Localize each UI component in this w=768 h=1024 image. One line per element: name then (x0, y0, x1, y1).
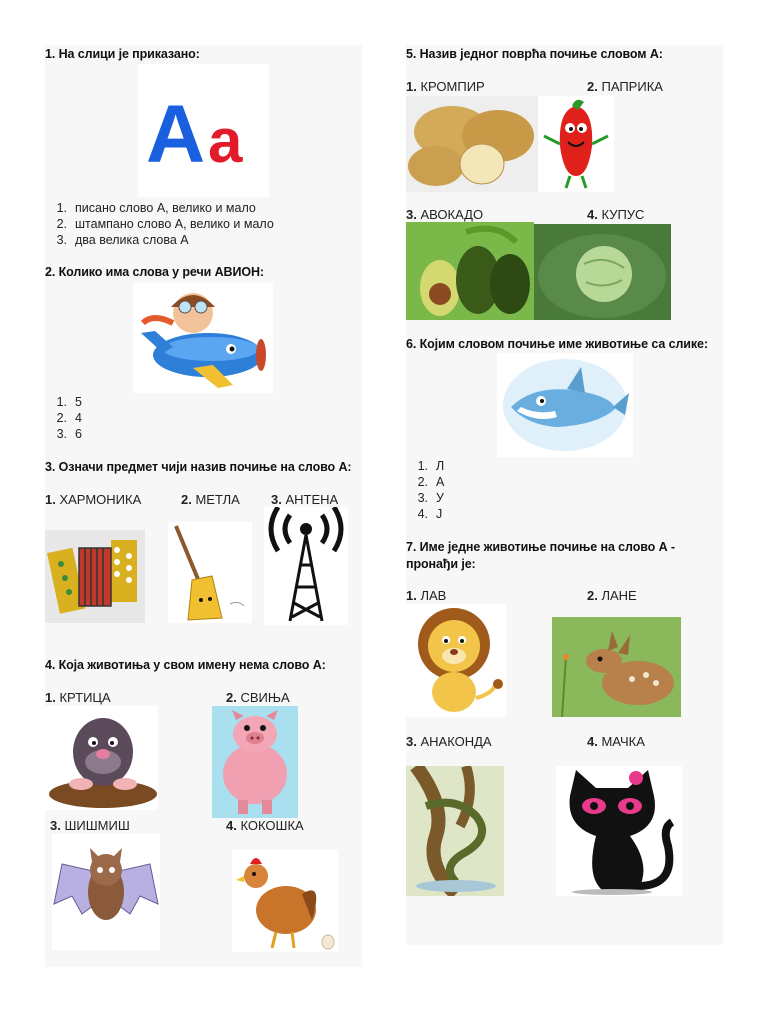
option[interactable]: 1. писано слово А, велико и мало (56, 201, 256, 215)
bat-icon (52, 834, 160, 950)
item-lane[interactable]: 2. ЛАНЕ (587, 588, 637, 603)
option[interactable]: 2. 4 (56, 411, 82, 425)
option[interactable]: 4. Ј (417, 507, 443, 521)
item-kokoska[interactable]: 4. КОКОШКА (226, 818, 304, 833)
item-kupus[interactable]: 4. КУПУС (587, 207, 645, 222)
option[interactable]: 2. штампано слово А, велико и мало (56, 217, 274, 231)
cat-icon (556, 766, 682, 896)
item-antena[interactable]: 3. АНТЕНА (271, 492, 339, 507)
item-metla[interactable]: 2. МЕТЛА (181, 492, 240, 507)
item-macka[interactable]: 4. МАЧКА (587, 734, 645, 749)
item-anakonda[interactable]: 3. АНАКОНДА (406, 734, 492, 749)
hen-icon (232, 850, 338, 952)
cabbage-icon (534, 224, 671, 320)
lion-icon (406, 604, 506, 717)
letter-a-image (138, 64, 269, 197)
item-lav[interactable]: 1. ЛАВ (406, 588, 447, 603)
pig-icon (212, 706, 298, 818)
item-krtica[interactable]: 1. КРТИЦА (45, 690, 111, 705)
avocado-icon (406, 222, 534, 320)
fawn-icon (552, 617, 681, 717)
item-sismis[interactable]: 3. ШИШМИШ (50, 818, 130, 833)
option[interactable]: 1. 5 (56, 395, 82, 409)
question-7-title: 7. Име једне животиње почиње на слово А - пронађи је: (406, 540, 675, 571)
question-1-title: 1. На слици је приказано: (45, 47, 200, 61)
question-1-options (45, 200, 274, 248)
question-6-options (406, 458, 444, 522)
question-4-title: 4. Која животиња у свом имену нема слово А: (45, 658, 326, 672)
option[interactable]: 3. У (417, 491, 444, 505)
item-harmonika[interactable]: 1. ХАРМОНИКА (45, 492, 142, 507)
question-2-title: 2. Колико има слова у речи АВИОН: (45, 265, 264, 279)
option[interactable]: 2. А (417, 475, 445, 489)
svg-text:a: a (208, 107, 243, 176)
option[interactable]: 1. Л (417, 459, 445, 473)
accordion-icon (45, 530, 145, 623)
item-krompir[interactable]: 1. КРОМПИР (406, 79, 485, 94)
broom-icon (168, 522, 252, 623)
potato-icon (406, 96, 538, 192)
option[interactable]: 3. два велика слова А (56, 233, 189, 247)
antenna-icon (264, 507, 348, 625)
question-6-title: 6. Којим словом почиње име животиње са слике: (406, 337, 708, 351)
item-avokado[interactable]: 3. АВОКАДО (406, 207, 484, 222)
question-3-title: 3. Означи предмет чији назив почиње на слово А: (45, 460, 352, 474)
airplane-pilot-image (133, 283, 273, 393)
option[interactable]: 3. 6 (56, 427, 82, 441)
pepper-icon (538, 96, 614, 192)
svg-text:A: A (146, 89, 206, 180)
item-svinja[interactable]: 2. СВИЊА (226, 690, 290, 705)
question-5-title: 5. Назив једног поврћа почиње словом А: (406, 47, 663, 61)
shark-image (497, 353, 633, 457)
item-paprika[interactable]: 2. ПАПРИКА (587, 79, 663, 94)
mole-icon (45, 706, 158, 810)
question-2-options (45, 394, 82, 442)
anaconda-icon (406, 766, 504, 896)
